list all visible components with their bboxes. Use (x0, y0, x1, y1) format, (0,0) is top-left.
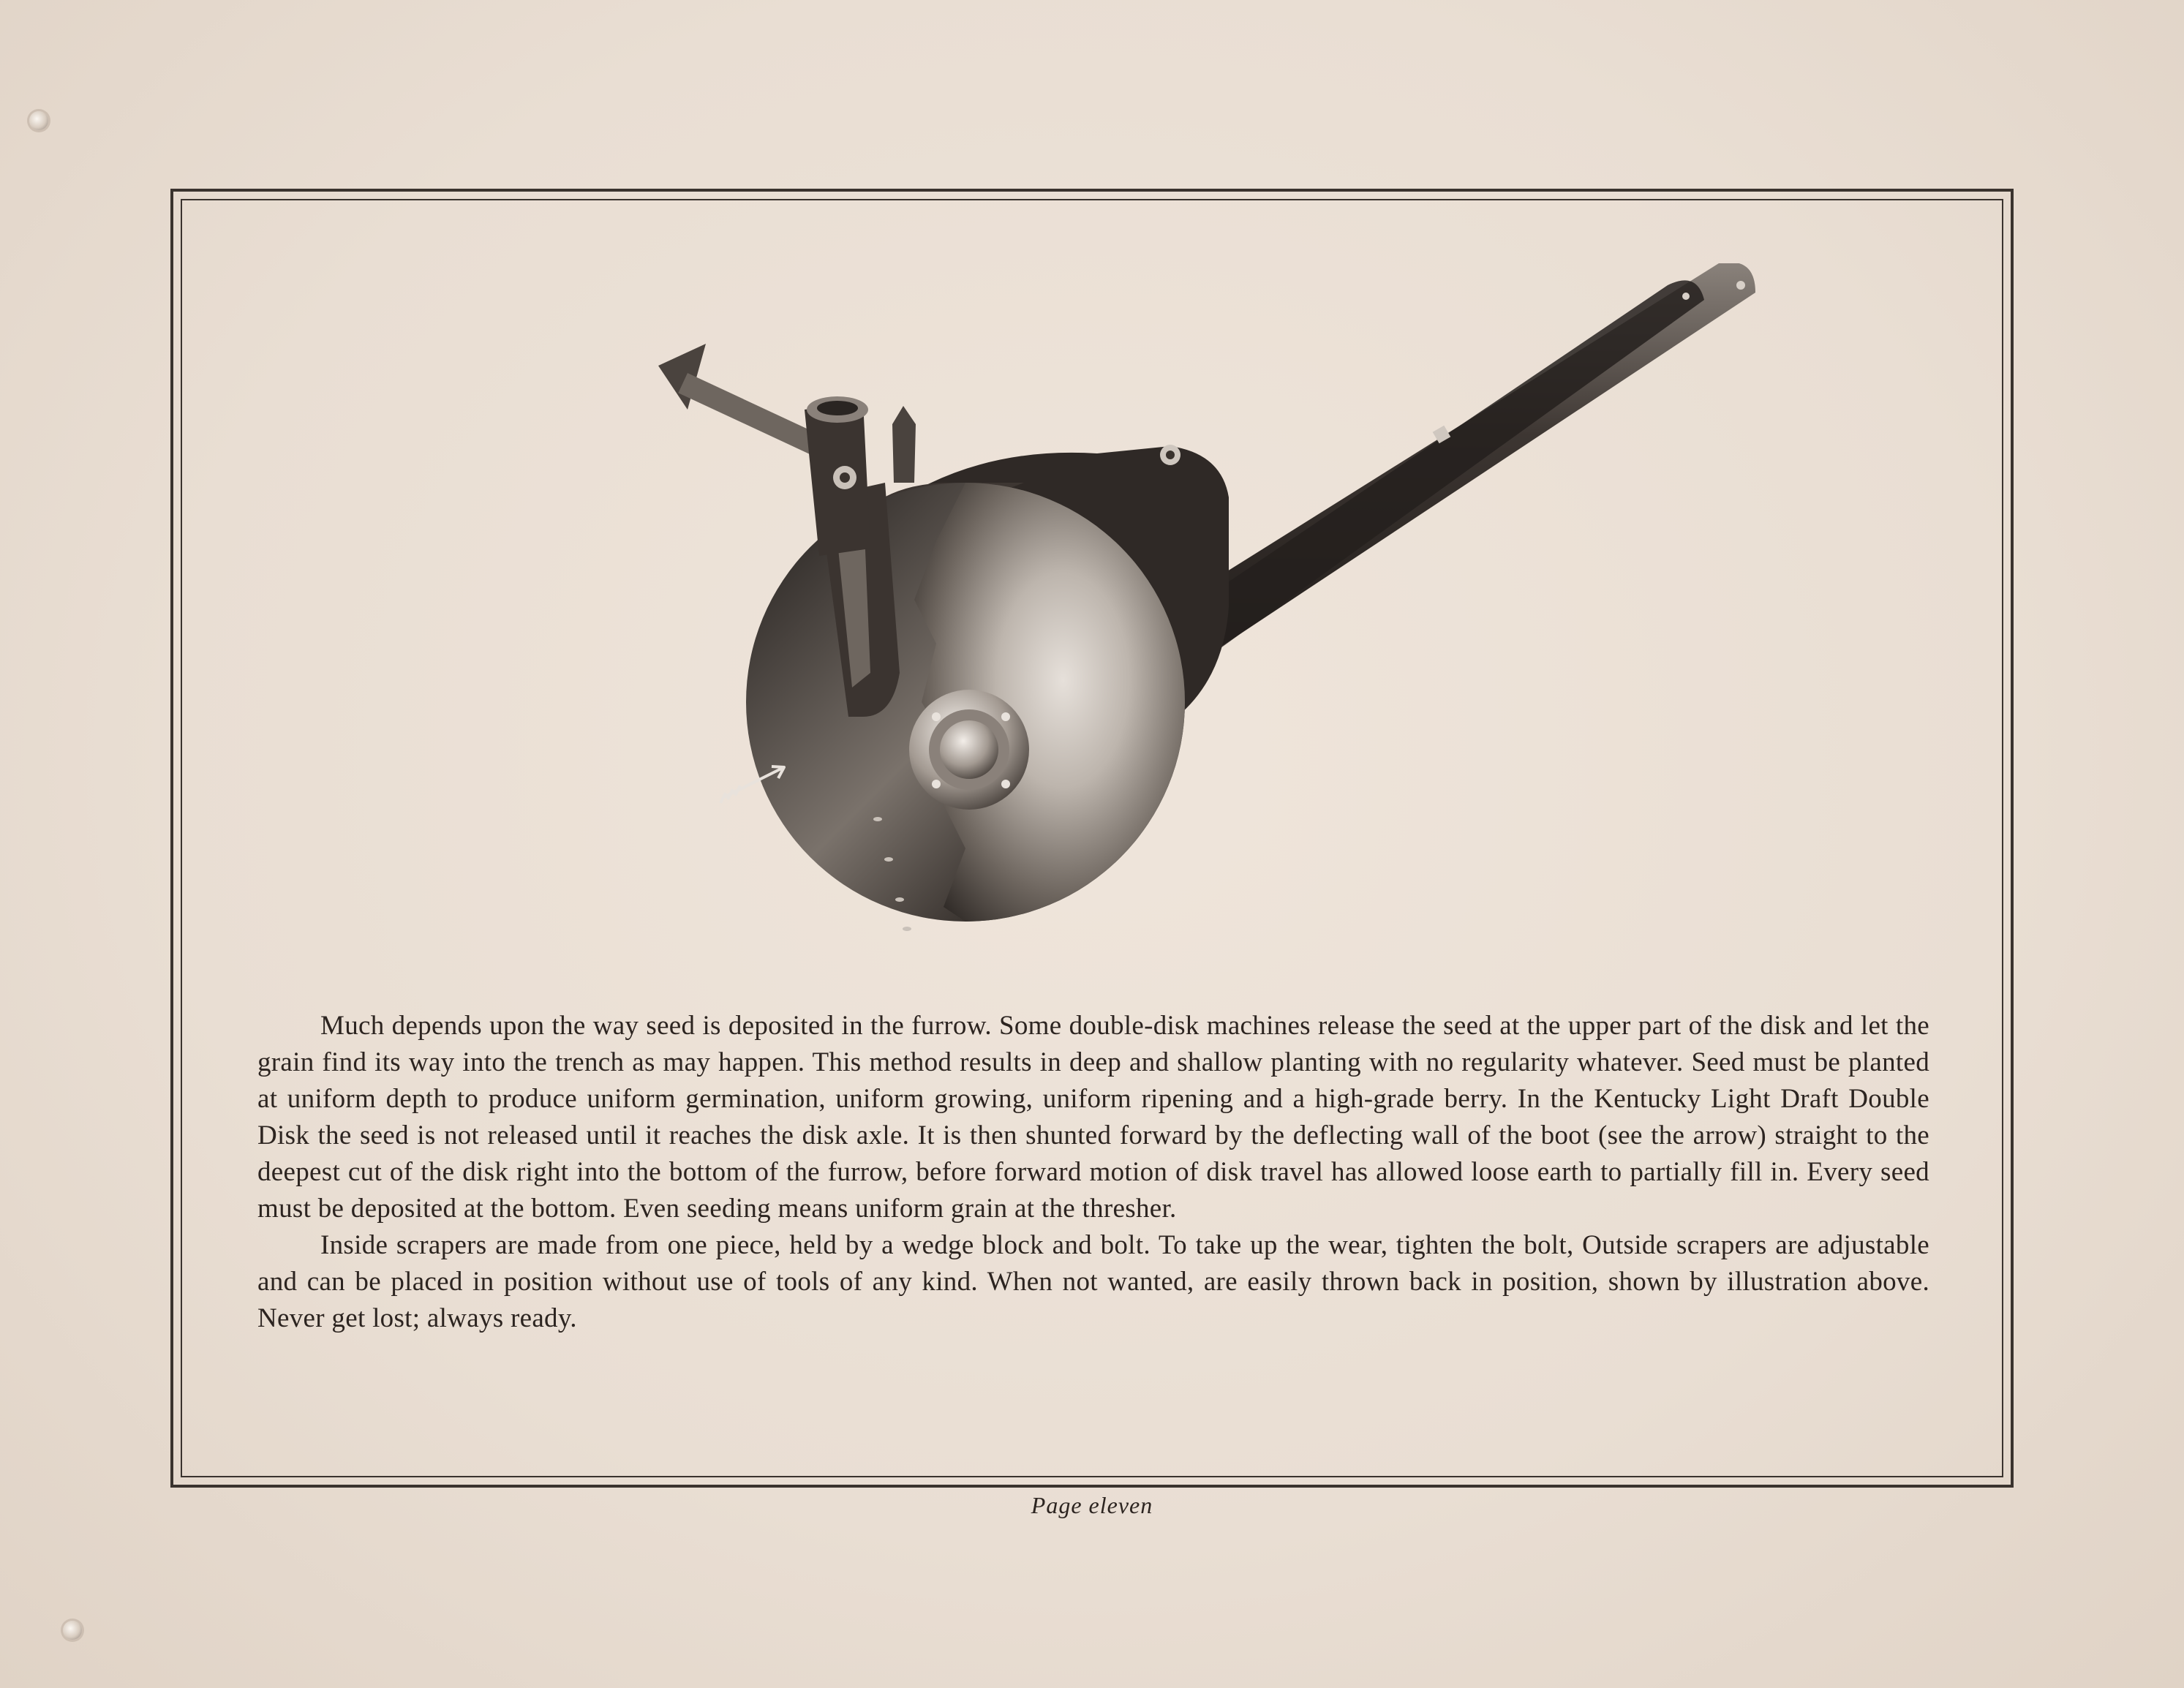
page-number: Page eleven (1031, 1492, 1153, 1518)
disk (720, 483, 1185, 931)
disk-drill-illustration-icon (644, 263, 1785, 965)
paragraph-1: Much depends upon the way seed is deposited in the furrow. Some double-disk machines release the seed at the upper part of the disk and let the grain find its way into the trench as may happen. This method results in deep and shallow planting with no regularity whatever. Seed must be planted at uniform depth to produce uniform germination, uniform growing, uniform ripening and a high-grade berry. In the Kentucky Light Draft Double Disk the seed is not released until it reaches the disk axle. It is then shunted forward by the deflecting wall of the boot (see the arrow) straight to the deepest cut of the disk right into the bottom of the furrow, before forward motion of disk travel has allowed loose earth to partially fill in. Every seed must be deposited at the bottom. Even seeding means uniform grain at the thresher. (257, 1011, 1929, 1224)
binding-hole-bottom (63, 1621, 82, 1640)
body-text (257, 1008, 1929, 1337)
paragraph-2: Inside scrapers are made from one piece, held by a wedge block and bolt. To take up the wear, tighten the bolt, Outside scrapers are adjustable and can be placed in position without use of tools of any kind. When not wanted, are easily thrown back in position, shown by illustration above. Never get lost; always ready. (257, 1230, 1929, 1333)
binding-hole-top (29, 111, 48, 130)
